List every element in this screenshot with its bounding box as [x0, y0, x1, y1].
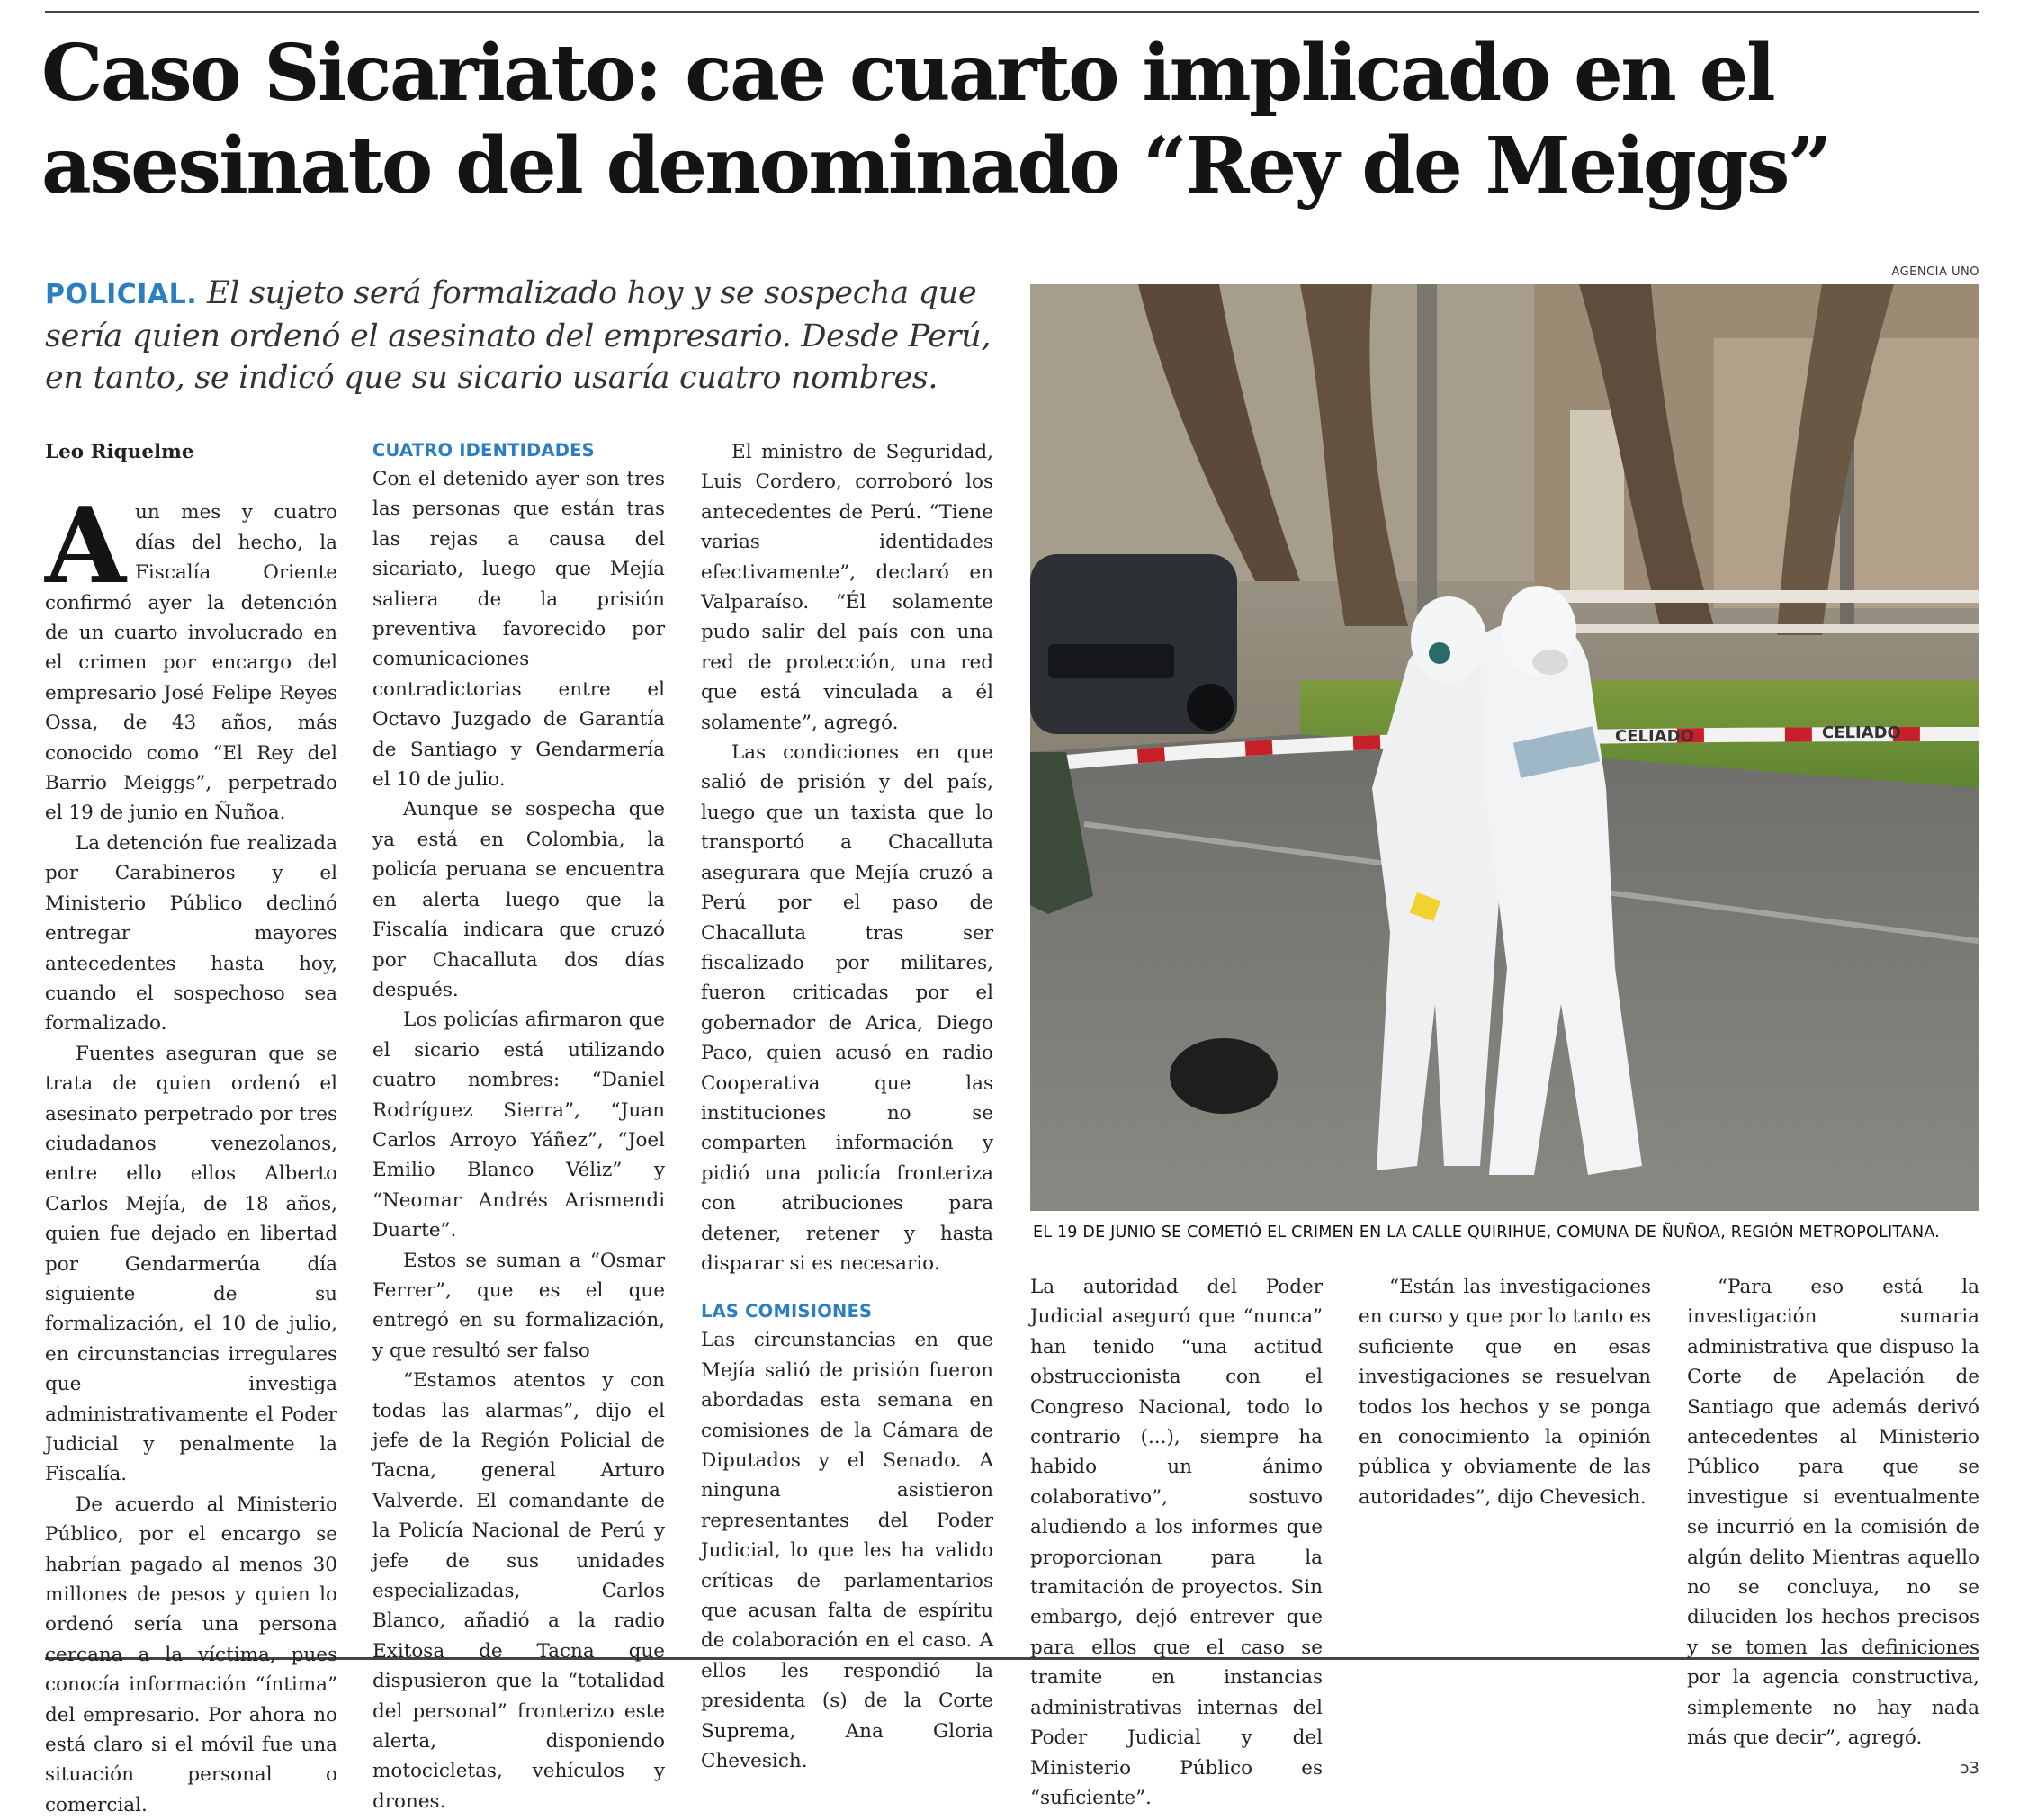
byline: Leo Riquelme: [45, 441, 194, 463]
photo-credit: AGENCIA UNO: [1891, 265, 1979, 279]
body-column-3: [701, 437, 993, 1776]
body-paragraph-11: Las condiciones en que salió de prisión y del país, luego que un taxista que lo transportó a Chacalluta asegurara que Mejía cruzó a Perú por el paso de Chacalluta tras ser fiscalizado por militares, fueron criticadas por el gobernador de Arica, Diego Paco, quien acusó en radio Cooperativa que las instituciones no se comparten información y pidió una policía fronteriza con atribuciones para detener, retener y hasta disparar si es necesario.: [701, 741, 993, 1275]
tape-text-2: CELIADO: [1615, 727, 1694, 746]
photo-caption: EL 19 DE JUNIO SE COMETIÓ EL CRIMEN EN LA CALLE QUIRIHUE, COMUNA DE ÑUÑOA, REGIÓN METROPOLITANA.: [1033, 1224, 1940, 1242]
crime-scene-photo: [1030, 284, 1979, 1211]
headline-line-2: asesinato del denominado “Rey de Meiggs”: [41, 121, 1830, 211]
crime-scene-illustration: [1030, 284, 1979, 1211]
body-paragraph-12: Las circunstancias en que Mejía salió de prisión fueron abordadas esta semana en comisiones de la Cámara de Diputados y el Senado. A ninguna asistieron representantes del Poder Judicial, lo que les ha valido críticas de parlamentarios que acusan falta de espíritu de colaboración en el caso. A ellos les respondió la presidenta (s) de la Corte Suprema, Ana Gloria Chevesich.: [701, 1329, 993, 1773]
section-kicker: POLICIAL.: [45, 279, 198, 310]
lead-text: El sujeto será formalizado hoy y se sospecha que sería quien ordenó el asesinato del empresario. Desde Perú, en tanto, se indicó que su sicario usaría cuatro nombres.: [45, 275, 992, 396]
body-paragraph-2: La detención fue realizada por Carabineros y el Ministerio Público declinó entregar mayores antecedentes hasta hoy, cuando el sospechoso sea formalizado.: [45, 831, 337, 1036]
body-column-2: [372, 437, 665, 1816]
body-paragraph-1: un mes y cuatro días del hecho, la Fiscalía Oriente confirmó ayer la detención de un cuarto involucrado en el crimen por encargo del empresario José Felipe Reyes Ossa, de 43 años, más conocido como “El Rey del Barrio Meiggs”, perpetrado el 19 de junio en Ñuñoa.: [45, 501, 337, 825]
lead-paragraph: [45, 273, 1017, 399]
body-paragraph-6: Aunque se sospecha que ya está en Colombia, la policía peruana se encuentra en alerta luego que la Fiscalía indicara que cruzó por Chacalluta dos días después.: [372, 798, 665, 1001]
body-column-7: [1687, 1272, 1979, 1783]
drop-cap: A: [45, 485, 127, 608]
body-paragraph-14: “Están las investigaciones en curso y que por lo tanto es suficiente que en esas investigaciones se resuelvan todos los hechos y se ponga en conocimiento la opinión pública y obviamente de las autoridades”, dijo Chevesich.: [1359, 1276, 1651, 1509]
headline: [41, 27, 1976, 212]
top-rule: [45, 11, 1979, 13]
body-paragraph-5: Con el detenido ayer son tres las personas que están tras las rejas a causa del sicariato, luego que Mejía saliera de la prisión preventiva favorecido por comunicaciones contradictorias entre el Octavo Juzgado de Garantía de Santiago y Gendarmería el 10 de julio.: [372, 468, 665, 792]
tape-text-3: CELIADO: [1822, 723, 1901, 742]
body-paragraph-4: De acuerdo al Ministerio Público, por el encargo se habrían pagado al menos 30 millones de pesos y quien lo ordenó sería una persona cercana a la víctima, pues conocía información “íntima” del empresario. Por ahora no está claro si el móvil fue una situación personal o comercial.: [45, 1493, 337, 1816]
body-paragraph-3: Fuentes aseguran que se trata de quien ordenó el asesinato perpetrado por tres ciudadanos venezolanos, entre ello ellos Alberto Carlos Mejía, de 18 años, quien fue dejado en libertad por Gendarmerúa día siguiente de su formalización, el 10 de julio, en circunstancias irregulares que investiga administrativamente el Poder Judicial y penalmente la Fiscalía.: [45, 1042, 337, 1486]
body-paragraph-9: “Estamos atentos y con todas las alarmas”, dijo el jefe de la Región Policial de Tacna, general Arturo Valverde. El comandante de la Policía Nacional de Perú y jefe de sus unidades especializadas, Carlos Blanco, añadió a la radio Exitosa de Tacna que dispusieron que la “totalidad del personal” fronterizo este alerta, disponiendo motocicletas, vehículos y drones.: [372, 1369, 665, 1813]
body-paragraph-7: Los policías afirmaron que el sicario está utilizando cuatro nombres: “Daniel Rodríguez Sierra”, “Juan Carlos Arroyo Yáñez”, “Joel Emilio Blanco Véliz” y “Neomar Andrés Arismendi Duarte”.: [372, 1009, 665, 1242]
body-column-1: [45, 437, 337, 1820]
subheading-cuatro-identidades: CUATRO IDENTIDADES: [372, 440, 595, 461]
body-column-5: [1030, 1272, 1323, 1813]
body-paragraph-13: La autoridad del Poder Judicial aseguró que “nunca” han tenido “una actitud obstruccionista con el Congreso Nacional, todo lo contrario (...), siempre ha habido un ánimo colaborativo”, sostuvo aludiendo a los informes que proporcionan para la tramitación de proyectos. Sin embargo, dejó entrever que para ellos que el caso se tramite en instancias administrativas internas del Poder Judicial y del Ministerio Público es “suficiente”.: [1030, 1276, 1323, 1809]
body-paragraph-8: Estos se suman a “Osmar Ferrer”, que es el que entregó en su formalización, y que resultó ser falso: [372, 1249, 665, 1362]
body-paragraph-15: “Para eso está la investigación sumaria administrativa que dispuso la Corte de Apelación de Santiago que además derivó antecedentes al Ministerio Público para que se investigue si eventualmente se incurrió en la comisión de algún delito Mientras aquello no se concluya, no se diluciden los hechos precisos y se tomen las definiciones por la agencia constructiva, simplemente no hay nada más que decir”, agregó.: [1687, 1276, 1979, 1750]
end-mark: ↄ3: [1960, 1758, 1979, 1778]
body-paragraph-10: El ministro de Seguridad, Luis Cordero, corroboró los antecedentes de Perú. “Tiene varias identidades efectivamente”, declaró en Valparaíso. “Él solamente pudo salir del país con una red de protección, una red que está vinculada a él solamente”, agregó.: [701, 441, 993, 734]
subheading-las-comisiones: LAS COMISIONES: [701, 1301, 873, 1322]
headline-line-1: Caso Sicariato: cae cuarto implicado en el: [41, 28, 1774, 119]
body-column-6: [1359, 1272, 1651, 1512]
